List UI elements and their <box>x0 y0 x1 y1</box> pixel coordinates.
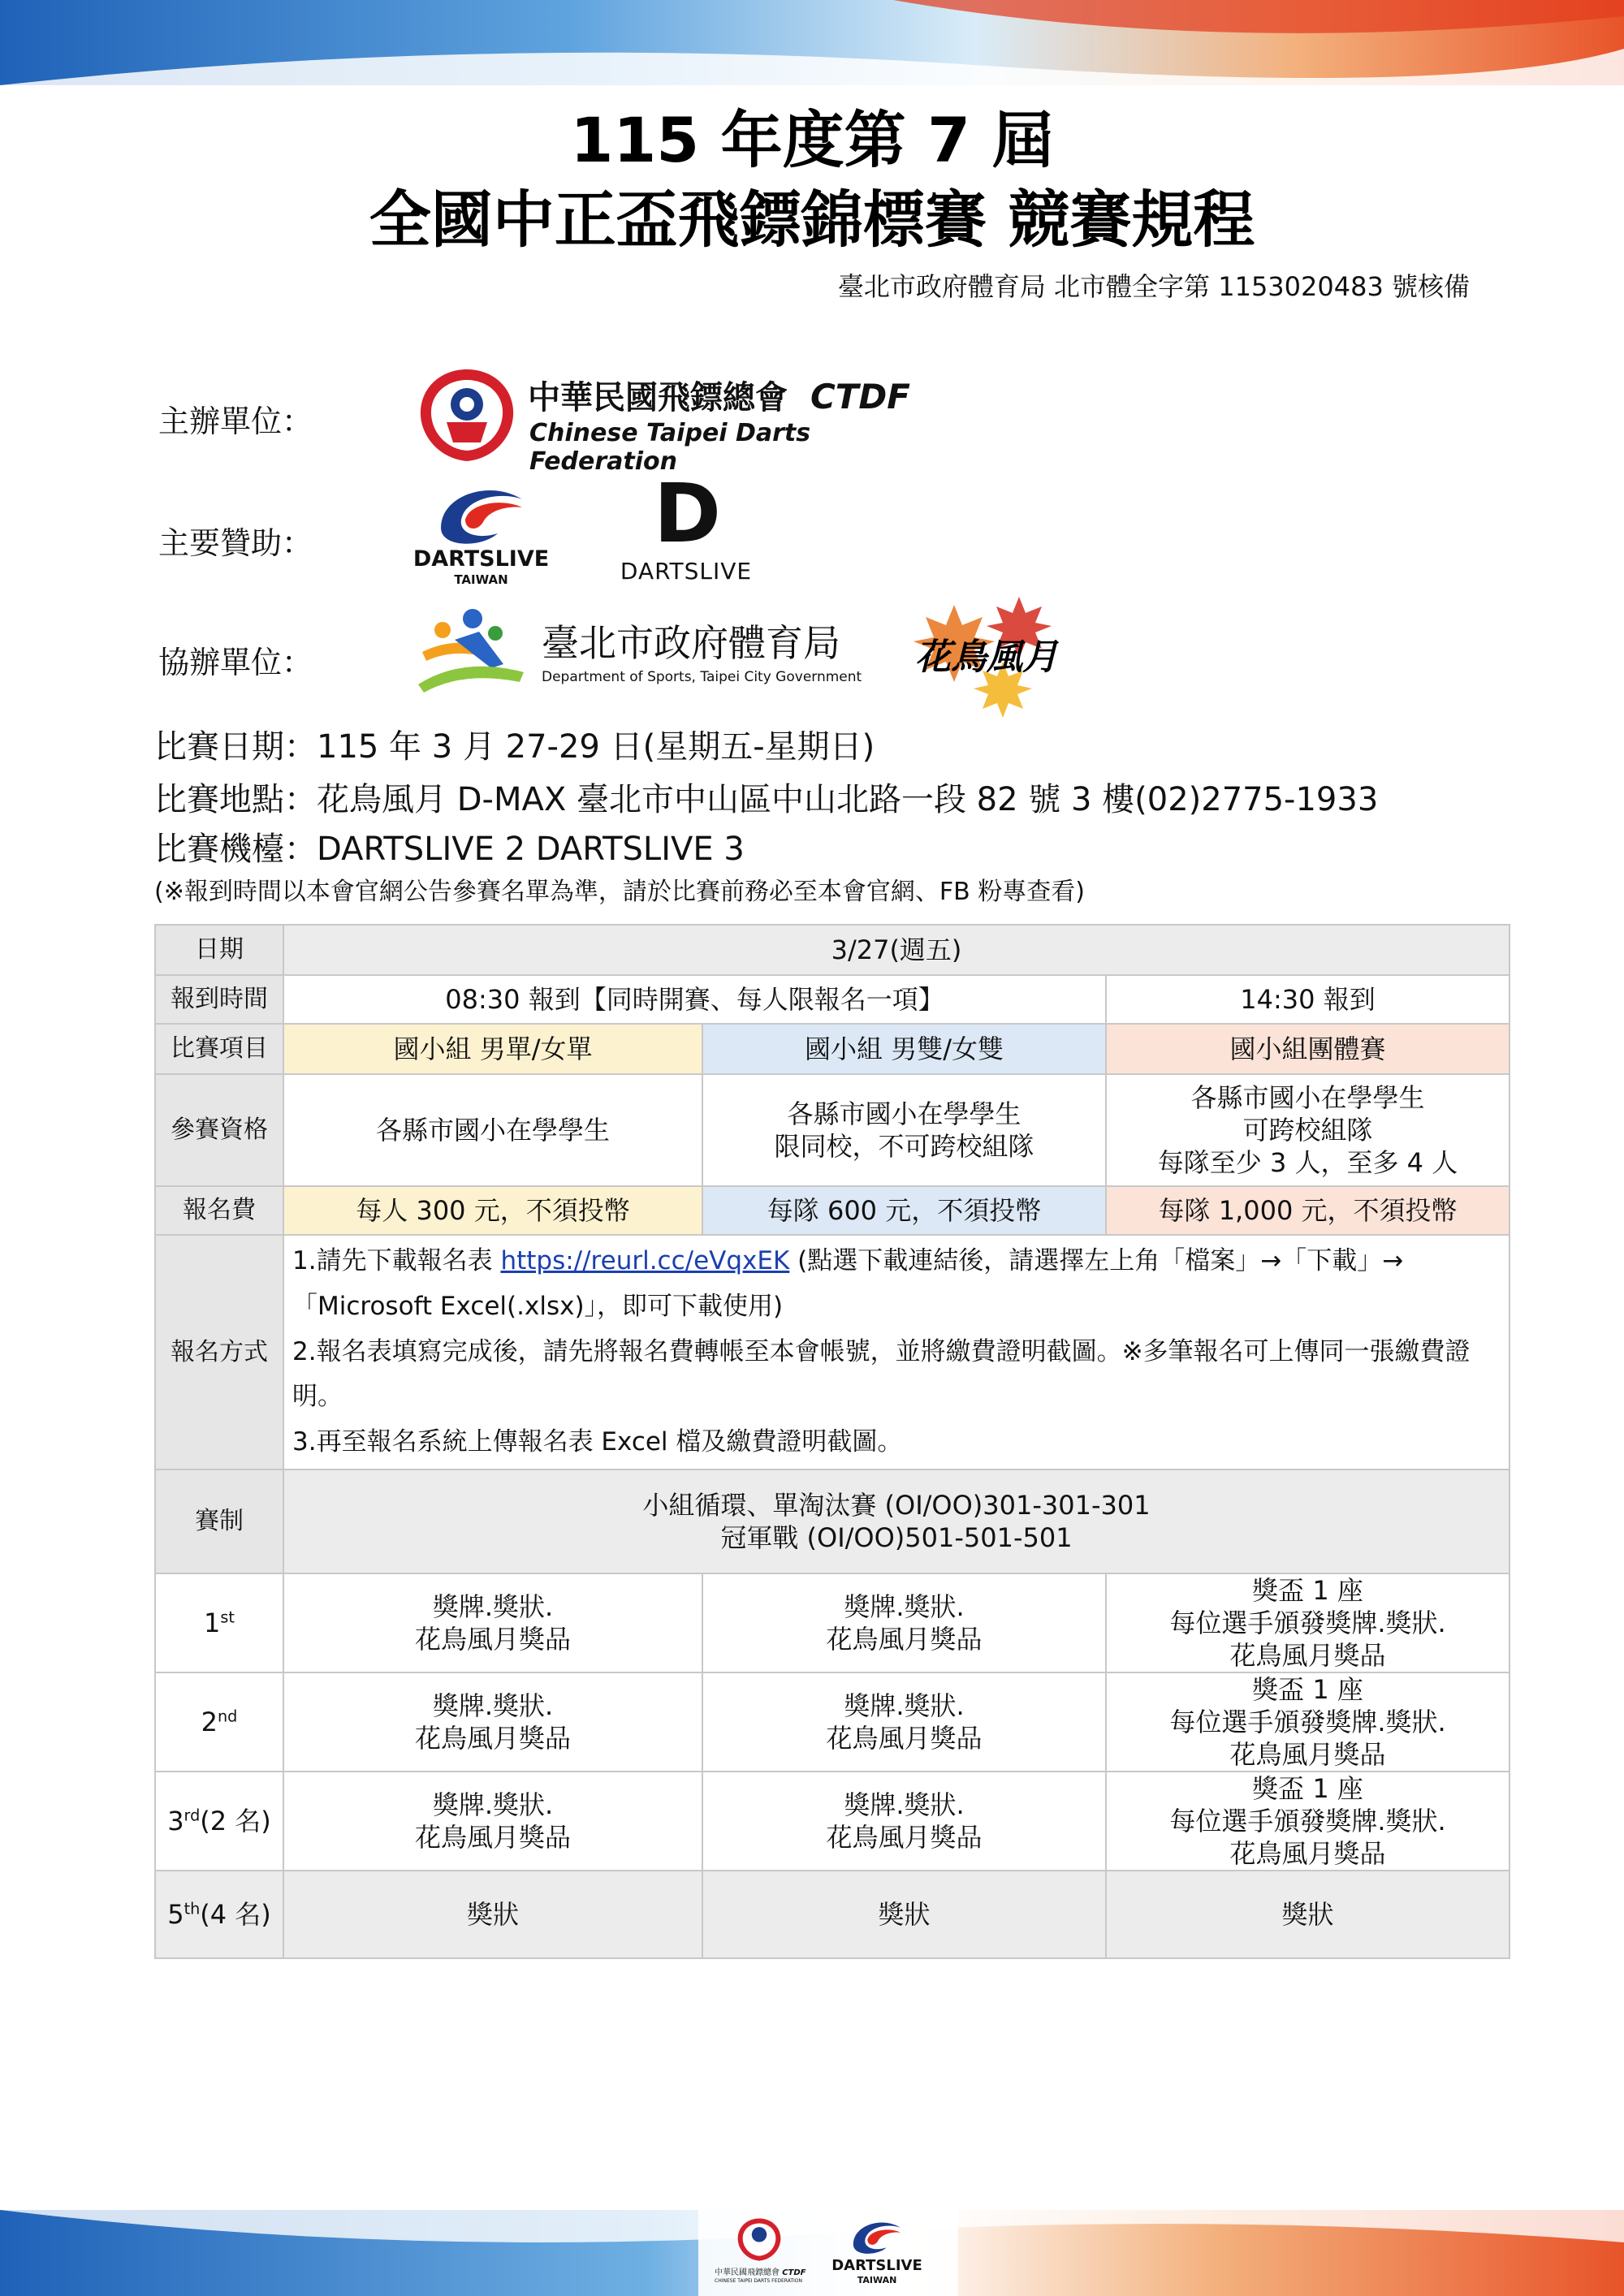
format-label: 賽制 <box>155 1470 283 1573</box>
schedule-table <box>154 924 1510 1959</box>
co-organizer-label: 協辦單位： <box>158 645 313 680</box>
co1-name-en: Department of Sports, Taipei City Government <box>542 669 862 685</box>
rank-number: 1 <box>204 1607 221 1638</box>
table-row-event <box>155 1024 1510 1074</box>
format-line-2: 冠軍戰 (OI/OO)501-501-501 <box>720 1521 1073 1553</box>
prize-line: 獎盃 1 座 <box>1252 1673 1363 1705</box>
taipei-sports-emblem-icon <box>414 607 528 693</box>
table-row-prize <box>155 1573 1510 1672</box>
prize-doubles <box>702 1573 1106 1672</box>
title-line-2: 全國中正盃飛鏢錦標賽 競賽規程 <box>369 183 1255 256</box>
table-row-date <box>155 925 1510 975</box>
rank-number: 5 <box>167 1898 184 1930</box>
rank-cell <box>155 1672 283 1772</box>
title-line-1: 115 年度第 7 屆 <box>570 104 1054 176</box>
taipei-sports-logo <box>414 607 869 697</box>
table-row-method <box>155 1235 1510 1470</box>
table-row-fee <box>155 1186 1510 1235</box>
fee-label: 報名費 <box>155 1186 283 1235</box>
prize-doubles <box>702 1772 1106 1871</box>
bottom-banner <box>0 2210 1624 2296</box>
prize-line: 花鳥風月獎品 <box>414 1821 571 1853</box>
competition-machines: 比賽機檯：DARTSLIVE 2 DARTSLIVE 3 <box>154 831 745 868</box>
event-3: 國小組團體賽 <box>1106 1024 1510 1074</box>
prize-singles <box>283 1573 702 1672</box>
prize-line: 獎牌.獎狀. <box>432 1590 554 1622</box>
table-row-checkin <box>155 975 1510 1024</box>
prize-line: 花鳥風月獎品 <box>1229 1837 1386 1869</box>
dartslive-d-mark: D <box>654 466 722 561</box>
prize-line: 花鳥風月獎品 <box>414 1623 571 1655</box>
prize-team <box>1106 1573 1510 1672</box>
prize-line: 花鳥風月獎品 <box>1229 1738 1386 1770</box>
prize-singles <box>283 1772 702 1871</box>
footer-org-abbr: CTDF <box>782 2268 806 2277</box>
sponsor1-name: DARTSLIVE <box>412 546 550 572</box>
ctdf-emblem-icon <box>414 365 520 467</box>
footer-org-zh: 中華民國飛鏢總會 <box>715 2268 780 2277</box>
rank-suffix: th <box>184 1899 201 1918</box>
prize-line: 獎牌.獎狀. <box>844 1590 965 1622</box>
host-name-zh: 中華民國飛鏢總會 <box>528 379 788 416</box>
prize-team <box>1106 1772 1510 1871</box>
prize-line: 獎牌.獎狀. <box>844 1789 965 1820</box>
date-label: 日期 <box>155 925 283 975</box>
eligibility-3-line-2: 可跨校組隊 <box>1242 1115 1373 1146</box>
table-row-format <box>155 1470 1510 1573</box>
sponsor1-sub: TAIWAN <box>454 572 508 587</box>
rank-suffix: nd <box>218 1707 238 1726</box>
rank-cell <box>155 1772 283 1871</box>
format-value <box>283 1470 1510 1573</box>
rank-suffix: st <box>220 1608 235 1627</box>
dartslive-swoosh-icon <box>849 2218 905 2255</box>
event-label: 比賽項目 <box>155 1024 283 1074</box>
eligibility-3-line-1: 各縣市國小在學學生 <box>1190 1082 1425 1113</box>
rank-cell <box>155 1871 283 1958</box>
date-value: 3/27(週五) <box>283 925 1510 975</box>
rank-number: 2 <box>201 1706 218 1737</box>
prize-line: 花鳥風月獎品 <box>1229 1639 1386 1671</box>
kachoufugetsu-logo <box>905 589 1076 719</box>
prize-doubles <box>702 1672 1106 1772</box>
method-step-2: 2.報名表填寫完成後，請先將報名費轉帳至本會帳號，並將繳費證明截圖。※多筆報名可上傳同一張繳費證明。 <box>292 1336 1471 1412</box>
prize-line: 每位選手頒發獎牌.獎狀. <box>1169 1607 1446 1638</box>
host-label: 主辦單位： <box>158 404 313 439</box>
fee-2: 每隊 600 元，不須投幣 <box>702 1186 1106 1235</box>
footer-ctdf-logo <box>715 2216 804 2294</box>
dartslive-logo <box>617 466 755 589</box>
rank-count: (4 名) <box>200 1898 271 1930</box>
method-step-1 <box>292 1239 1501 1330</box>
dartslive-taiwan-logo <box>410 483 556 589</box>
prize-line: 每位選手頒發獎牌.獎狀. <box>1169 1805 1446 1836</box>
table-row-prize <box>155 1772 1510 1871</box>
competition-date: 比賽日期：115 年 3 月 27-29 日(星期五-星期日) <box>154 728 875 766</box>
checkin-2: 14:30 報到 <box>1106 975 1510 1024</box>
method-label: 報名方式 <box>155 1235 283 1470</box>
rank-count: (2 名) <box>200 1805 271 1836</box>
eligibility-2-line-1: 各縣市國小在學學生 <box>787 1098 1021 1129</box>
eligibility-2-line-2: 限同校，不可跨校組隊 <box>774 1131 1034 1162</box>
prize-line: 獎盃 1 座 <box>1252 1772 1363 1804</box>
eligibility-3-line-3: 每隊至少 3 人，至多 4 人 <box>1157 1147 1458 1178</box>
ctdf-emblem-icon <box>735 2216 784 2264</box>
prize-line: 獎牌.獎狀. <box>432 1690 554 1721</box>
host-abbr: CTDF <box>810 377 910 416</box>
prize-singles <box>283 1672 702 1772</box>
footer-dartslive-logo <box>828 2218 926 2291</box>
prize-line: 花鳥風月獎品 <box>826 1821 983 1853</box>
ctdf-logo <box>414 365 942 476</box>
prize-doubles: 獎狀 <box>702 1871 1106 1958</box>
footer-org-en: CHINESE TAIPEI DARTS FEDERATION <box>715 2278 803 2284</box>
checkin-label: 報到時間 <box>155 975 283 1024</box>
table-row-prize <box>155 1672 1510 1772</box>
top-banner <box>0 0 1624 85</box>
method-step-3: 3.再至報名系統上傳報名表 Excel 檔及繳費證明截圖。 <box>292 1427 903 1457</box>
footer-sponsor-sub: TAIWAN <box>857 2275 897 2285</box>
prize-line: 花鳥風月獎品 <box>826 1722 983 1754</box>
prize-line: 花鳥風月獎品 <box>414 1722 571 1754</box>
prize-line: 獎牌.獎狀. <box>844 1690 965 1721</box>
prize-line: 獎盃 1 座 <box>1252 1574 1363 1606</box>
table-row-eligibility <box>155 1074 1510 1186</box>
prize-line: 每位選手頒發獎牌.獎狀. <box>1169 1706 1446 1737</box>
fee-3: 每隊 1,000 元，不須投幣 <box>1106 1186 1510 1235</box>
eligibility-label: 參賽資格 <box>155 1074 283 1186</box>
prize-line: 獎牌.獎狀. <box>432 1789 554 1820</box>
checkin-note: (※報到時間以本會官網公告參賽名單為準，請於比賽前務必至本會官網、FB 粉專查看) <box>154 878 1085 906</box>
method-step-1-detail: (點選下載連結後，請選擇左上角「檔案」→「下載」→「Microsoft Excel(.xlsx)」，即可下載使用) <box>292 1246 1404 1321</box>
prize-line: 花鳥風月獎品 <box>826 1623 983 1655</box>
approval-number: 臺北市政府體育局 北市體全字第 1153020483 號核備 <box>837 271 1470 302</box>
prize-team: 獎狀 <box>1106 1871 1510 1958</box>
dartslive-swoosh-icon <box>433 483 530 546</box>
prize-singles: 獎狀 <box>283 1871 702 1958</box>
footer-sponsor: DARTSLIVE <box>831 2257 922 2274</box>
registration-method <box>283 1235 1510 1470</box>
table-row-fifth <box>155 1871 1510 1958</box>
format-line-1: 小組循環、單淘汰賽 (OI/OO)301-301-301 <box>642 1489 1151 1521</box>
fee-1: 每人 300 元，不須投幣 <box>283 1186 702 1235</box>
host-name-en: Chinese Taipei Darts Federation <box>529 419 811 476</box>
checkin-1: 08:30 報到【同時開賽、每人限報名一項】 <box>283 975 1106 1024</box>
co1-name-zh: 臺北市政府體育局 <box>542 621 840 665</box>
sponsor-label: 主要贊助： <box>158 525 313 561</box>
registration-form-link[interactable]: https://reurl.cc/eVqxEK <box>500 1246 790 1275</box>
eligibility-2 <box>702 1074 1106 1186</box>
prize-team <box>1106 1672 1510 1772</box>
event-1: 國小組 男單/女單 <box>283 1024 702 1074</box>
rank-suffix: rd <box>184 1806 201 1825</box>
event-2: 國小組 男雙/女雙 <box>702 1024 1106 1074</box>
eligibility-3 <box>1106 1074 1510 1186</box>
eligibility-1: 各縣市國小在學學生 <box>283 1074 702 1186</box>
competition-venue: 比賽地點：花鳥風月 D-MAX 臺北市中山區中山北路一段 82 號 3 樓(02)2775-1933 <box>154 781 1379 818</box>
rank-cell <box>155 1573 283 1672</box>
co2-name: 花鳥風月 <box>915 637 1058 678</box>
method-step-1-text: 1.請先下載報名表 <box>292 1246 501 1275</box>
sponsor2-name: DARTSLIVE <box>620 558 753 585</box>
rank-number: 3 <box>167 1805 184 1836</box>
